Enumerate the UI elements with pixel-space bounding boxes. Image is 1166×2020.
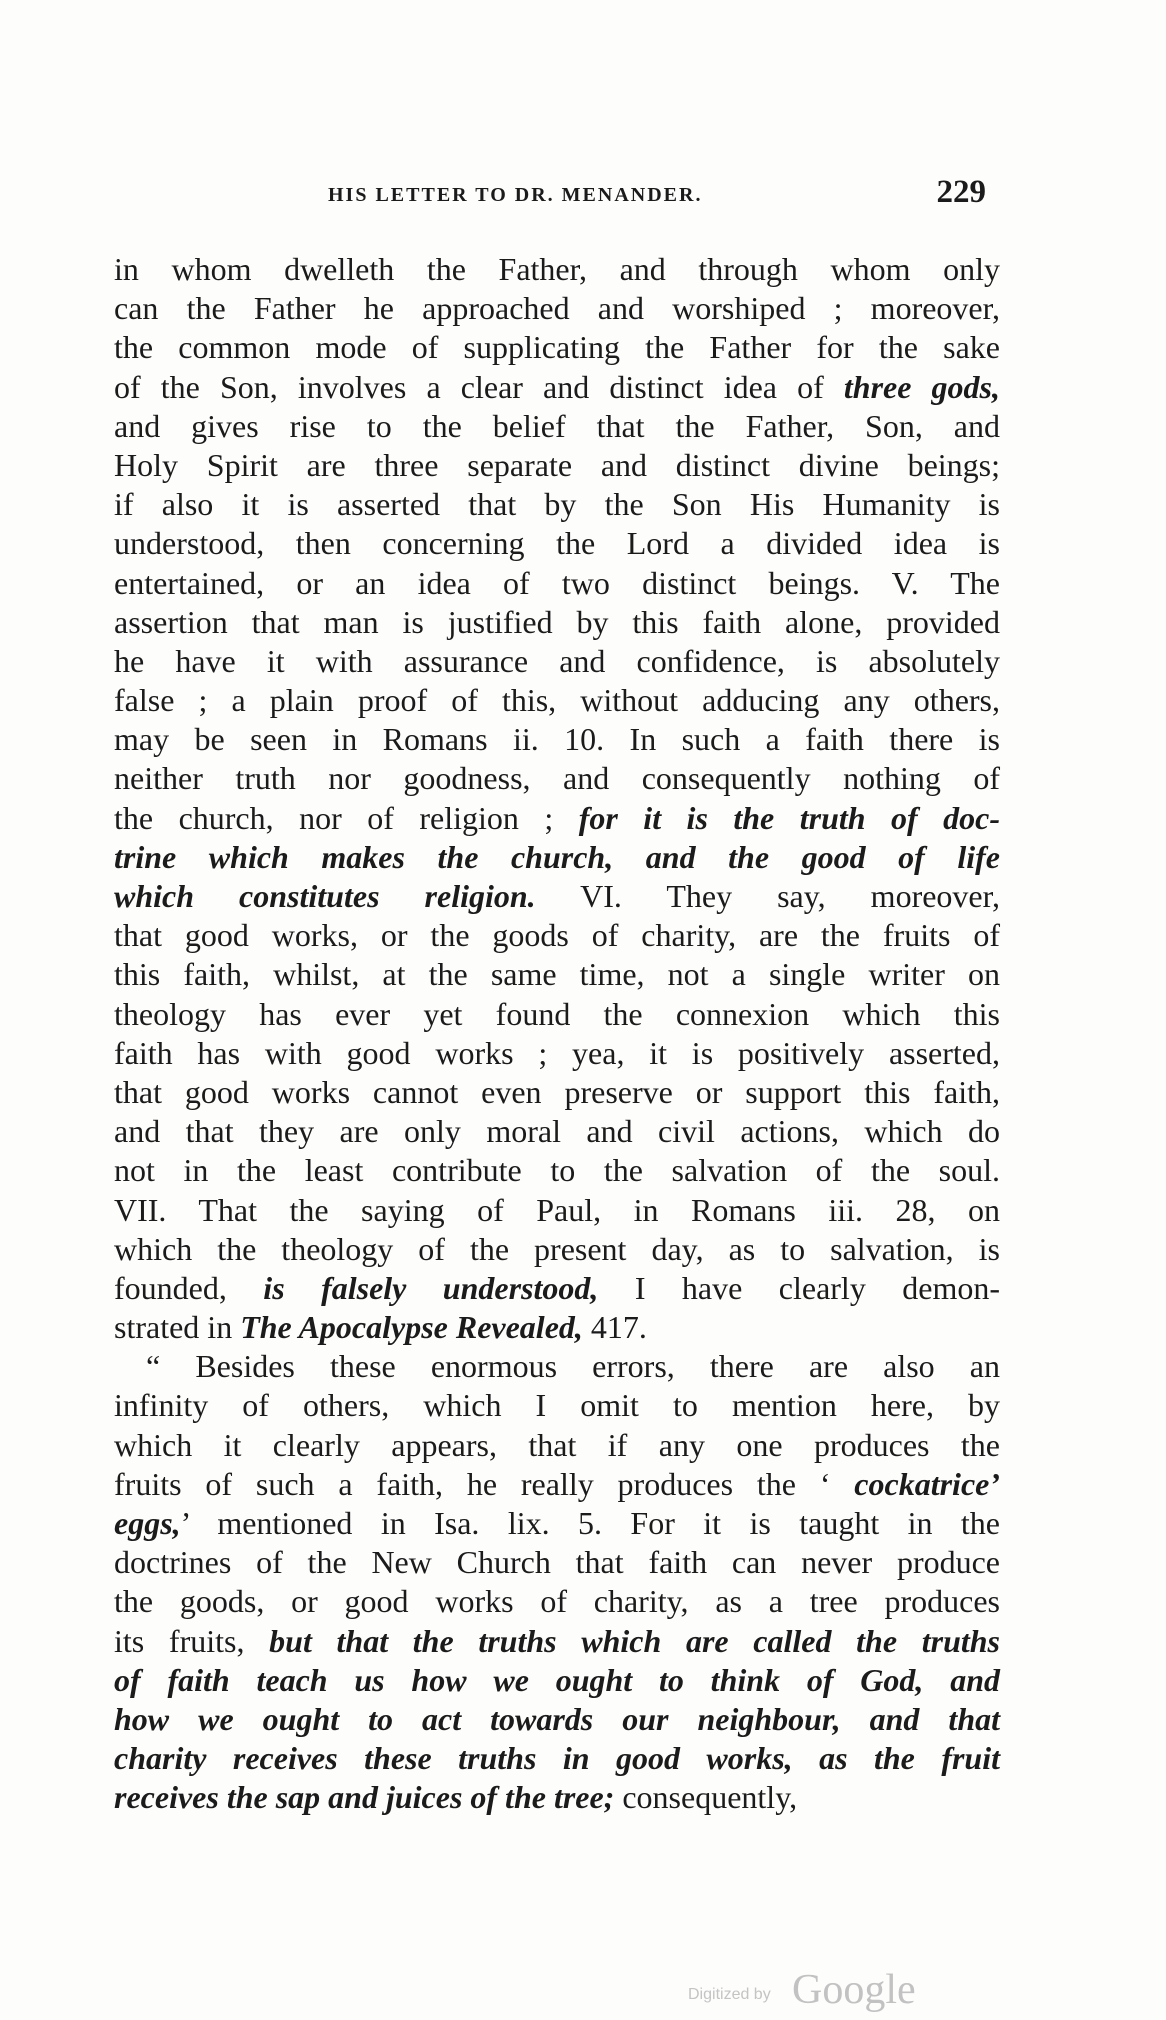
google-logo: Google [792, 1967, 916, 2013]
watermark-digitized-by: Digitized by [688, 1986, 771, 2003]
text-line: which the theology of the present day, as to salvation, is [114, 1230, 1000, 1267]
text-line: can the Father he approached and worshiped ; moreover, [114, 290, 1000, 327]
text-line: faith has with good works ; yea, it is positively asserted, [114, 1034, 1000, 1071]
text-line: in whom dwelleth the Father, and through whom only [114, 251, 1000, 287]
text-line: how we ought to act towards our neighbour, and that [114, 1700, 1000, 1737]
text-line: if also it is asserted that by the Son His Humanity is [114, 486, 1000, 523]
text-line: trine which makes the church, and the good of life [114, 838, 1000, 875]
text-line: eggs,’ mentioned in Isa. lix. 5. For it is taught in the [114, 1505, 1000, 1541]
text-line: charity receives these truths in good works, as the fruit [114, 1740, 1000, 1777]
text-line: the church, nor of religion ; for it is the truth of doc- [114, 799, 1001, 836]
text-line: strated in The Apocalypse Revealed, 417. [114, 1309, 647, 1346]
text-line: may be seen in Romans ii. 10. In such a faith there is [114, 721, 1000, 758]
text-line: its fruits, but that the truths which are called the truths [114, 1622, 1001, 1659]
text-line: of faith teach us how we ought to think of God, and [114, 1661, 1000, 1698]
text-line: founded, is falsely understood, I have clearly demon- [114, 1269, 1001, 1306]
running-title: HIS LETTER TO DR. MENANDER. [328, 184, 703, 206]
text-line: infinity of others, which I omit to mention here, by [114, 1387, 1000, 1424]
text-line: this faith, whilst, at the same time, not a single writer on [114, 956, 1000, 993]
text-line: the common mode of supplicating the Father for the sake [114, 329, 1000, 366]
text-line: VII. That the saying of Paul, in Romans iii. 28, on [114, 1191, 1000, 1228]
text-line: and gives rise to the belief that the Father, Son, and [114, 407, 1000, 444]
text-line: fruits of such a faith, he really produces the ‘ cockatrice’ [114, 1465, 1000, 1502]
page-number: 229 [936, 174, 986, 210]
text-line: which it clearly appears, that if any one produces the [114, 1426, 1000, 1463]
text-line: not in the least contribute to the salvation of the soul. [114, 1152, 1000, 1189]
text-line: assertion that man is justified by this faith alone, provided [114, 603, 1000, 640]
text-line: he have it with assurance and confidence, is absolutely [114, 642, 1000, 679]
text-line: false ; a plain proof of this, without adducing any others, [114, 682, 1000, 719]
text-line: which constitutes religion. VI. They say, moreover, [114, 878, 1001, 914]
text-line: understood, then concerning the Lord a divided idea is [114, 525, 1000, 562]
text-line: that good works, or the goods of charity, are the fruits of [114, 917, 1000, 954]
text-line: the goods, or good works of charity, as a tree produces [114, 1583, 1000, 1620]
text-line: doctrines of the New Church that faith can never produce [114, 1544, 1000, 1581]
text-line: theology has ever yet found the connexion which this [114, 995, 1000, 1032]
text-line: receives the sap and juices of the tree; consequently, [114, 1779, 798, 1816]
text-line: Holy Spirit are three separate and distinct divine beings; [114, 446, 1000, 483]
google-watermark [688, 1967, 958, 2016]
text-line: entertained, or an idea of two distinct beings. V. The [114, 564, 1000, 601]
text-line: of the Son, involves a clear and distinct idea of three gods, [114, 368, 1001, 405]
text-line: that good works cannot even preserve or support this faith, [114, 1073, 1000, 1110]
running-head [114, 174, 1000, 218]
text-line: and that they are only moral and civil actions, which do [114, 1113, 1000, 1150]
text-line: neither truth nor goodness, and consequently nothing of [114, 760, 1000, 797]
body-text [114, 250, 1000, 1818]
text-line: “ Besides these enormous errors, there are also an [146, 1348, 1000, 1385]
